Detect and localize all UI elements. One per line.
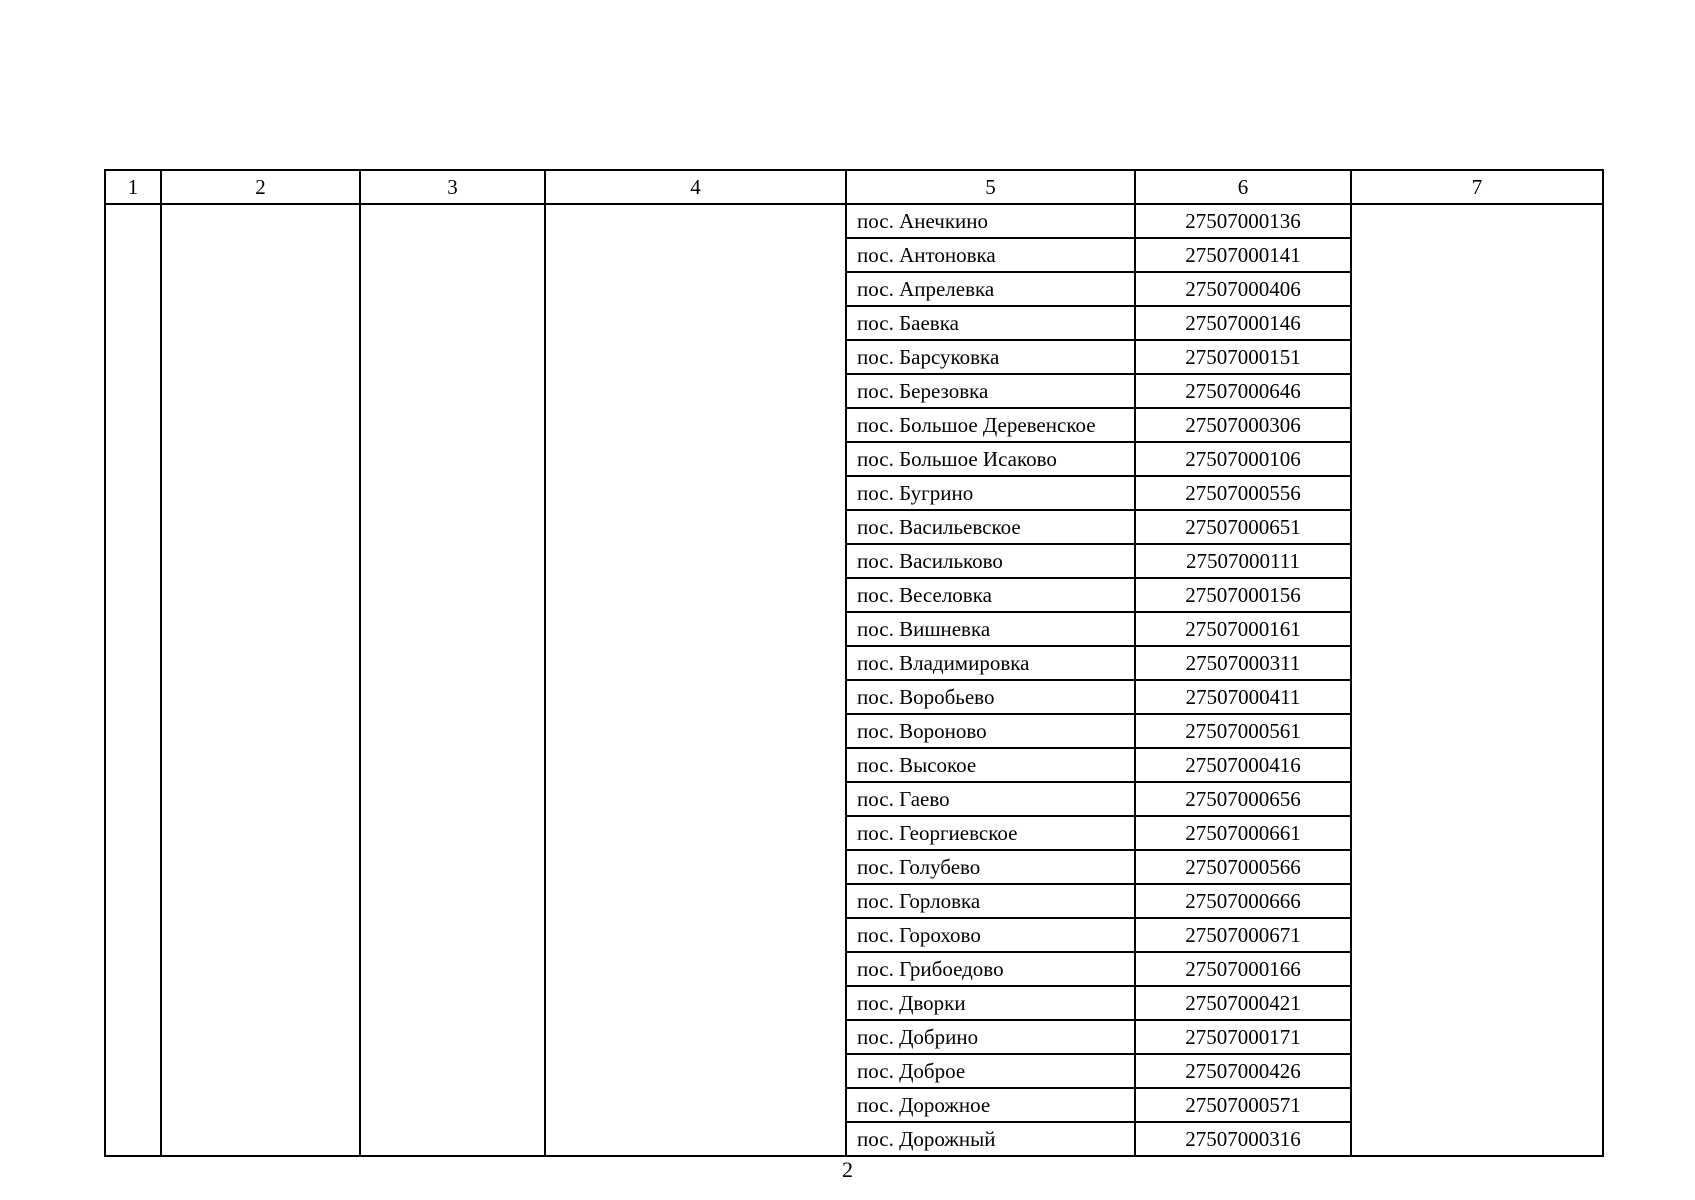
empty-cell-col-4: [545, 408, 846, 442]
table-row: [105, 578, 1603, 612]
settlement-code-cell: 27507000306: [1135, 408, 1351, 442]
empty-cell-col-2: [161, 340, 360, 374]
settlement-name-cell: пос. Веселовка: [846, 578, 1135, 612]
empty-cell-col-3: [360, 1088, 545, 1122]
empty-cell-col-4: [545, 544, 846, 578]
table-row: [105, 476, 1603, 510]
settlement-name-cell: пос. Горохово: [846, 918, 1135, 952]
empty-cell-col-3: [360, 714, 545, 748]
header-col-7: 7: [1351, 170, 1603, 204]
empty-cell-col-2: [161, 952, 360, 986]
empty-cell-col-1: [105, 544, 161, 578]
settlement-code-cell: 27507000136: [1135, 204, 1351, 238]
empty-cell-col-7: [1351, 510, 1603, 544]
settlement-name-cell: пос. Голубево: [846, 850, 1135, 884]
empty-cell-col-2: [161, 510, 360, 544]
table-row: [105, 748, 1603, 782]
empty-cell-col-1: [105, 374, 161, 408]
empty-cell-col-7: [1351, 918, 1603, 952]
empty-cell-col-2: [161, 578, 360, 612]
empty-cell-col-1: [105, 442, 161, 476]
settlement-name-cell: пос. Высокое: [846, 748, 1135, 782]
empty-cell-col-2: [161, 612, 360, 646]
table-row: [105, 204, 1603, 238]
empty-cell-col-3: [360, 748, 545, 782]
empty-cell-col-3: [360, 952, 545, 986]
empty-cell-col-1: [105, 748, 161, 782]
empty-cell-col-2: [161, 816, 360, 850]
empty-cell-col-3: [360, 646, 545, 680]
settlement-name-cell: пос. Васильевское: [846, 510, 1135, 544]
empty-cell-col-7: [1351, 952, 1603, 986]
header-col-6: 6: [1135, 170, 1351, 204]
empty-cell-col-2: [161, 374, 360, 408]
empty-cell-col-3: [360, 816, 545, 850]
empty-cell-col-2: [161, 442, 360, 476]
empty-cell-col-4: [545, 374, 846, 408]
empty-cell-col-1: [105, 476, 161, 510]
settlement-name-cell: пос. Апрелевка: [846, 272, 1135, 306]
empty-cell-col-7: [1351, 442, 1603, 476]
empty-cell-col-7: [1351, 306, 1603, 340]
empty-cell-col-1: [105, 918, 161, 952]
empty-cell-col-1: [105, 1122, 161, 1156]
table-row: [105, 680, 1603, 714]
empty-cell-col-4: [545, 952, 846, 986]
empty-cell-col-7: [1351, 374, 1603, 408]
empty-cell-col-4: [545, 646, 846, 680]
empty-cell-col-4: [545, 238, 846, 272]
empty-cell-col-3: [360, 1122, 545, 1156]
empty-cell-col-7: [1351, 782, 1603, 816]
empty-cell-col-2: [161, 1088, 360, 1122]
empty-cell-col-2: [161, 476, 360, 510]
empty-cell-col-2: [161, 272, 360, 306]
empty-cell-col-7: [1351, 680, 1603, 714]
table-row: [105, 306, 1603, 340]
empty-cell-col-2: [161, 204, 360, 238]
table-row: [105, 918, 1603, 952]
empty-cell-col-7: [1351, 646, 1603, 680]
empty-cell-col-3: [360, 1054, 545, 1088]
table-body: [105, 204, 1603, 1156]
settlement-code-cell: 27507000406: [1135, 272, 1351, 306]
header-col-2: 2: [161, 170, 360, 204]
empty-cell-col-2: [161, 238, 360, 272]
table-row: [105, 408, 1603, 442]
empty-cell-col-7: [1351, 612, 1603, 646]
settlement-name-cell: пос. Дворки: [846, 986, 1135, 1020]
settlement-code-cell: 27507000666: [1135, 884, 1351, 918]
empty-cell-col-1: [105, 714, 161, 748]
settlement-name-cell: пос. Воробьево: [846, 680, 1135, 714]
empty-cell-col-2: [161, 544, 360, 578]
empty-cell-col-1: [105, 1020, 161, 1054]
table-row: [105, 646, 1603, 680]
settlement-code-cell: 27507000651: [1135, 510, 1351, 544]
empty-cell-col-1: [105, 680, 161, 714]
settlement-name-cell: пос. Дорожное: [846, 1088, 1135, 1122]
empty-cell-col-3: [360, 578, 545, 612]
settlement-name-cell: пос. Грибоедово: [846, 952, 1135, 986]
table-row: [105, 986, 1603, 1020]
settlement-code-cell: 27507000316: [1135, 1122, 1351, 1156]
table-header: [105, 170, 1603, 204]
empty-cell-col-4: [545, 816, 846, 850]
empty-cell-col-2: [161, 986, 360, 1020]
settlements-table: [104, 169, 1604, 1157]
table-row: [105, 374, 1603, 408]
empty-cell-col-1: [105, 816, 161, 850]
settlement-code-cell: 27507000661: [1135, 816, 1351, 850]
empty-cell-col-1: [105, 952, 161, 986]
empty-cell-col-3: [360, 510, 545, 544]
header-col-3: 3: [360, 170, 545, 204]
empty-cell-col-7: [1351, 204, 1603, 238]
empty-cell-col-7: [1351, 272, 1603, 306]
empty-cell-col-7: [1351, 408, 1603, 442]
settlement-name-cell: пос. Вороново: [846, 714, 1135, 748]
settlement-name-cell: пос. Владимировка: [846, 646, 1135, 680]
empty-cell-col-2: [161, 782, 360, 816]
empty-cell-col-1: [105, 1088, 161, 1122]
table-row: [105, 612, 1603, 646]
empty-cell-col-7: [1351, 986, 1603, 1020]
settlement-code-cell: 27507000566: [1135, 850, 1351, 884]
empty-cell-col-7: [1351, 578, 1603, 612]
empty-cell-col-2: [161, 748, 360, 782]
settlement-code-cell: 27507000141: [1135, 238, 1351, 272]
empty-cell-col-3: [360, 850, 545, 884]
settlement-code-cell: 27507000151: [1135, 340, 1351, 374]
table-row: [105, 1020, 1603, 1054]
empty-cell-col-2: [161, 714, 360, 748]
header-col-4: 4: [545, 170, 846, 204]
header-col-5: 5: [846, 170, 1135, 204]
empty-cell-col-7: [1351, 816, 1603, 850]
settlement-code-cell: 27507000146: [1135, 306, 1351, 340]
settlement-name-cell: пос. Барсуковка: [846, 340, 1135, 374]
empty-cell-col-1: [105, 1054, 161, 1088]
table-row: [105, 340, 1603, 374]
empty-cell-col-3: [360, 544, 545, 578]
table-row: [105, 510, 1603, 544]
empty-cell-col-3: [360, 204, 545, 238]
empty-cell-col-7: [1351, 476, 1603, 510]
table-row: [105, 544, 1603, 578]
empty-cell-col-3: [360, 442, 545, 476]
table-row: [105, 884, 1603, 918]
settlement-code-cell: 27507000571: [1135, 1088, 1351, 1122]
empty-cell-col-3: [360, 918, 545, 952]
table-row: [105, 272, 1603, 306]
empty-cell-col-4: [545, 680, 846, 714]
settlement-code-cell: 27507000171: [1135, 1020, 1351, 1054]
empty-cell-col-4: [545, 510, 846, 544]
empty-cell-col-4: [545, 986, 846, 1020]
empty-cell-col-7: [1351, 714, 1603, 748]
empty-cell-col-1: [105, 850, 161, 884]
table-row: [105, 816, 1603, 850]
settlement-code-cell: 27507000646: [1135, 374, 1351, 408]
empty-cell-col-1: [105, 238, 161, 272]
empty-cell-col-4: [545, 1088, 846, 1122]
empty-cell-col-3: [360, 986, 545, 1020]
empty-cell-col-1: [105, 646, 161, 680]
settlement-code-cell: 27507000421: [1135, 986, 1351, 1020]
empty-cell-col-7: [1351, 884, 1603, 918]
empty-cell-col-3: [360, 476, 545, 510]
empty-cell-col-2: [161, 884, 360, 918]
empty-cell-col-3: [360, 1020, 545, 1054]
empty-cell-col-2: [161, 646, 360, 680]
empty-cell-col-2: [161, 918, 360, 952]
table-row: [105, 1122, 1603, 1156]
empty-cell-col-7: [1351, 1054, 1603, 1088]
empty-cell-col-4: [545, 1122, 846, 1156]
empty-cell-col-1: [105, 408, 161, 442]
empty-cell-col-1: [105, 782, 161, 816]
settlement-code-cell: 27507000556: [1135, 476, 1351, 510]
header-col-1: 1: [105, 170, 161, 204]
settlement-name-cell: пос. Вишневка: [846, 612, 1135, 646]
empty-cell-col-3: [360, 680, 545, 714]
empty-cell-col-3: [360, 272, 545, 306]
empty-cell-col-4: [545, 884, 846, 918]
empty-cell-col-1: [105, 340, 161, 374]
empty-cell-col-4: [545, 306, 846, 340]
empty-cell-col-7: [1351, 1020, 1603, 1054]
empty-cell-col-3: [360, 884, 545, 918]
empty-cell-col-4: [545, 340, 846, 374]
empty-cell-col-2: [161, 1054, 360, 1088]
empty-cell-col-7: [1351, 238, 1603, 272]
settlement-name-cell: пос. Большое Деревенское: [846, 408, 1135, 442]
settlement-name-cell: пос. Доброе: [846, 1054, 1135, 1088]
empty-cell-col-2: [161, 1020, 360, 1054]
empty-cell-col-3: [360, 408, 545, 442]
settlement-code-cell: 27507000671: [1135, 918, 1351, 952]
empty-cell-col-4: [545, 272, 846, 306]
settlement-name-cell: пос. Горловка: [846, 884, 1135, 918]
empty-cell-col-3: [360, 612, 545, 646]
settlement-name-cell: пос. Васильково: [846, 544, 1135, 578]
empty-cell-col-4: [545, 714, 846, 748]
empty-cell-col-1: [105, 272, 161, 306]
settlement-code-cell: 27507000416: [1135, 748, 1351, 782]
settlement-name-cell: пос. Гаево: [846, 782, 1135, 816]
empty-cell-col-3: [360, 340, 545, 374]
settlement-code-cell: 27507000106: [1135, 442, 1351, 476]
empty-cell-col-2: [161, 306, 360, 340]
settlement-code-cell: 27507000311: [1135, 646, 1351, 680]
empty-cell-col-1: [105, 884, 161, 918]
empty-cell-col-7: [1351, 1088, 1603, 1122]
empty-cell-col-4: [545, 204, 846, 238]
settlement-code-cell: 27507000656: [1135, 782, 1351, 816]
empty-cell-col-4: [545, 918, 846, 952]
empty-cell-col-7: [1351, 850, 1603, 884]
table-row: [105, 1054, 1603, 1088]
settlement-code-cell: 27507000111: [1135, 544, 1351, 578]
empty-cell-col-1: [105, 510, 161, 544]
settlement-name-cell: пос. Георгиевское: [846, 816, 1135, 850]
table-row: [105, 238, 1603, 272]
settlement-name-cell: пос. Березовка: [846, 374, 1135, 408]
table-row: [105, 442, 1603, 476]
table-row: [105, 714, 1603, 748]
empty-cell-col-7: [1351, 748, 1603, 782]
settlement-name-cell: пос. Анечкино: [846, 204, 1135, 238]
settlement-code-cell: 27507000161: [1135, 612, 1351, 646]
settlement-name-cell: пос. Бугрино: [846, 476, 1135, 510]
settlement-code-cell: 27507000561: [1135, 714, 1351, 748]
empty-cell-col-1: [105, 578, 161, 612]
settlement-name-cell: пос. Дорожный: [846, 1122, 1135, 1156]
settlement-name-cell: пос. Добрино: [846, 1020, 1135, 1054]
table-row: [105, 952, 1603, 986]
settlement-name-cell: пос. Баевка: [846, 306, 1135, 340]
empty-cell-col-2: [161, 850, 360, 884]
empty-cell-col-4: [545, 1054, 846, 1088]
empty-cell-col-4: [545, 748, 846, 782]
table-row: [105, 850, 1603, 884]
empty-cell-col-7: [1351, 544, 1603, 578]
empty-cell-col-4: [545, 612, 846, 646]
empty-cell-col-4: [545, 442, 846, 476]
empty-cell-col-3: [360, 782, 545, 816]
empty-cell-col-4: [545, 476, 846, 510]
empty-cell-col-2: [161, 1122, 360, 1156]
empty-cell-col-4: [545, 782, 846, 816]
settlement-name-cell: пос. Антоновка: [846, 238, 1135, 272]
empty-cell-col-2: [161, 408, 360, 442]
table-row: [105, 1088, 1603, 1122]
empty-cell-col-4: [545, 578, 846, 612]
header-row: [105, 170, 1603, 204]
empty-cell-col-7: [1351, 1122, 1603, 1156]
settlement-code-cell: 27507000426: [1135, 1054, 1351, 1088]
empty-cell-col-4: [545, 1020, 846, 1054]
settlement-code-cell: 27507000411: [1135, 680, 1351, 714]
settlement-name-cell: пос. Большое Исаково: [846, 442, 1135, 476]
table-row: [105, 782, 1603, 816]
empty-cell-col-3: [360, 306, 545, 340]
empty-cell-col-3: [360, 238, 545, 272]
empty-cell-col-7: [1351, 340, 1603, 374]
page-number: 2: [842, 1157, 853, 1182]
settlement-code-cell: 27507000166: [1135, 952, 1351, 986]
empty-cell-col-1: [105, 612, 161, 646]
empty-cell-col-1: [105, 986, 161, 1020]
empty-cell-col-4: [545, 850, 846, 884]
empty-cell-col-2: [161, 680, 360, 714]
empty-cell-col-3: [360, 374, 545, 408]
empty-cell-col-1: [105, 306, 161, 340]
empty-cell-col-1: [105, 204, 161, 238]
settlement-code-cell: 27507000156: [1135, 578, 1351, 612]
